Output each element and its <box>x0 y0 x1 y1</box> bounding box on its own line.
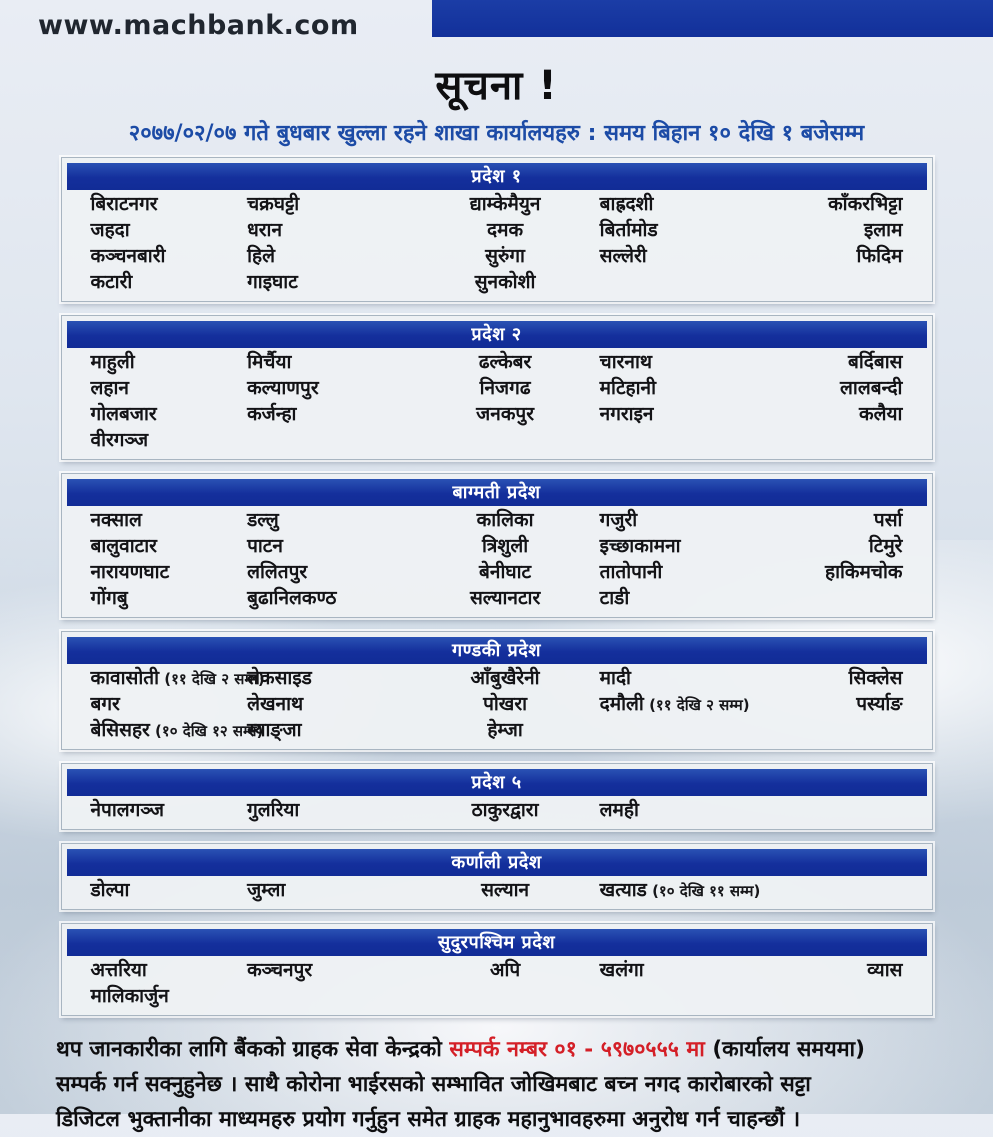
branch-time-note: (११ देखि २ सम्म) <box>643 696 750 714</box>
branch-name: माहुली <box>90 351 135 373</box>
province-panel <box>61 473 933 618</box>
branch-name: कञ्चनपुर <box>247 959 313 981</box>
branch-row <box>67 558 927 584</box>
branch-name: अपि <box>489 959 521 981</box>
branch-name: इलाम <box>863 219 903 241</box>
branch-row <box>67 348 927 374</box>
branch-name: ढल्केबर <box>478 351 532 373</box>
branch-name: निजगढ <box>479 377 531 399</box>
branch-name: तातोपानी <box>599 561 663 583</box>
branch-name: फिदिम <box>856 245 903 267</box>
branch-name: मिर्चैया <box>247 351 292 373</box>
branch-name: जुम्ला <box>247 879 286 901</box>
branch-name: सल्लेरी <box>599 245 647 267</box>
branch-row <box>67 400 927 426</box>
branch-name: बाह्रदशी <box>599 193 654 215</box>
branch-row <box>67 532 927 558</box>
branch-name: सुनकोशी <box>474 271 536 293</box>
branch-name: बिराटनगर <box>90 193 158 215</box>
branch-row <box>67 190 927 216</box>
province-header: गण्डकी प्रदेश <box>67 637 927 664</box>
branch-name: टाडी <box>599 587 630 609</box>
branch-time-note: (१० देखि १२ सम्म) <box>149 722 264 740</box>
branch-name: कञ्चनबारी <box>90 245 166 267</box>
branch-name: धरान <box>247 219 283 241</box>
province-panel <box>61 763 933 830</box>
branch-name: ठाकुरद्वारा <box>471 799 539 821</box>
branch-name: खत्याड (१० देखि ११ सम्म) <box>599 879 761 901</box>
province-header: बाग्मती प्रदेश <box>67 479 927 506</box>
branch-name: गुलरिया <box>247 799 300 821</box>
branch-name: कर्जन्हा <box>247 403 297 425</box>
branch-row <box>67 242 927 268</box>
footer-line1-pre: थप जानकारीका लागि बैंकको ग्राहक सेवा केन्द्रको <box>56 1037 450 1062</box>
branch-name: बगर <box>90 693 120 715</box>
branch-name: वीरगञ्ज <box>90 429 149 451</box>
branch-name: काँकरभिट्टा <box>828 193 903 215</box>
branch-row <box>67 982 927 1008</box>
top-banner-strip <box>432 0 993 37</box>
branch-row <box>67 374 927 400</box>
branch-name: हाकिमचोक <box>825 561 903 583</box>
province-panel <box>61 315 933 460</box>
province-header: कर्णाली प्रदेश <box>67 849 927 876</box>
branch-name: चारनाथ <box>599 351 653 373</box>
branch-name: कलैया <box>859 403 903 425</box>
footer-note <box>56 1032 958 1137</box>
branch-name: सल्यान <box>481 879 530 901</box>
footer-line-2: सम्पर्क गर्न सक्नुहुनेछ । साथै कोरोना भाईरसको सम्भावित जोखिमबाट बच्न नगद कारोबारको सट्टा <box>56 1072 811 1097</box>
province-panel <box>61 157 933 302</box>
province-panel <box>61 923 933 1016</box>
branch-name: बुढानिलकण्ठ <box>247 587 337 609</box>
branch-name: बिर्तामोड <box>599 219 658 241</box>
branch-name: हेम्जा <box>487 719 523 741</box>
branch-name: खलंगा <box>599 959 644 981</box>
province-header: प्रदेश ५ <box>67 769 927 796</box>
branch-name: कल्याणपुर <box>247 377 319 399</box>
branch-time-note: (१० देखि ११ सम्म) <box>646 882 761 900</box>
branch-name: पर्स्याङ <box>856 693 903 715</box>
branch-name: सल्यानटार <box>469 587 541 609</box>
branch-name: अत्तरिया <box>90 959 147 981</box>
footer-line-1 <box>56 1032 958 1067</box>
branch-name: लहान <box>90 377 129 399</box>
branch-name: जनकपुर <box>476 403 534 425</box>
contact-number: सम्पर्क नम्बर ०१ - ५९७०५५५ मा <box>449 1037 705 1062</box>
branch-row <box>67 584 927 610</box>
branch-name: बालुवाटार <box>90 535 157 557</box>
branch-name: दमक <box>487 219 524 241</box>
notice-subtitle: २०७७/०२/०७ गते बुधबार खुल्ला रहने शाखा कार्यालयहरु : समय बिहान १० देखि १ बजेसम्म <box>128 121 865 146</box>
top-bar <box>0 0 993 46</box>
branch-name: ललितपुर <box>247 561 308 583</box>
branch-name: बेनीघाट <box>479 561 532 583</box>
branch-name: नक्साल <box>90 509 142 531</box>
branch-name: जहदा <box>90 219 130 241</box>
footer-line1-post: (कार्यालय समयमा) <box>704 1037 865 1062</box>
branch-name: मादी <box>599 667 631 689</box>
branch-name: बर्दिबास <box>847 351 903 373</box>
branch-name: द्याम्केमैयुन <box>469 193 541 215</box>
branch-name: कटारी <box>90 271 133 293</box>
branch-row <box>67 716 927 742</box>
branch-name: सिक्लेस <box>848 667 903 689</box>
branch-row <box>67 690 927 716</box>
branch-row <box>67 426 927 452</box>
branch-name: कावासोती (११ देखि २ सम्म) <box>90 667 265 689</box>
branch-name: व्यास <box>867 959 903 981</box>
branch-name: गजुरी <box>599 509 638 531</box>
province-panel <box>61 843 933 910</box>
province-header: सुदुरपश्चिम प्रदेश <box>67 929 927 956</box>
branch-name: मालिकार्जुन <box>90 985 169 1007</box>
branch-name: इच्छाकामना <box>599 535 681 557</box>
branch-name: गोंगबु <box>90 587 128 609</box>
website-url: www.machbank.com <box>38 10 359 41</box>
branch-name: नगराइन <box>599 403 654 425</box>
notice-title: सूचना ! <box>435 63 558 109</box>
branch-name: दमौली (११ देखि २ सम्म) <box>599 693 750 715</box>
branch-name: स्याङ्जा <box>247 719 302 741</box>
branch-row <box>67 956 927 982</box>
branch-row <box>67 268 927 294</box>
branch-name: डल्लु <box>247 509 279 531</box>
branch-name: मटिहानी <box>599 377 657 399</box>
branch-name: आँबुखैरेनी <box>470 667 540 689</box>
branch-row <box>67 506 927 532</box>
footer-line-3: डिजिटल भुक्तानीका माध्यमहरु प्रयोग गर्नुहुन समेत ग्राहक महानुभावहरुमा अनुरोध गर्न चाहन्छौं । <box>56 1107 801 1132</box>
branch-time-note: (११ देखि २ सम्म) <box>159 670 265 688</box>
branch-row <box>67 796 927 822</box>
province-sections <box>0 157 993 1016</box>
branch-name: कालिका <box>476 509 534 531</box>
branch-name: डोल्पा <box>90 879 130 901</box>
branch-name: पोखरा <box>483 693 528 715</box>
branch-name: नारायणघाट <box>90 561 170 583</box>
province-header: प्रदेश १ <box>67 163 927 190</box>
branch-name: त्रिशुली <box>482 535 529 557</box>
branch-name: लेखनाथ <box>247 693 304 715</box>
branch-name: टिमुरे <box>868 535 903 557</box>
branch-name: गोलबजार <box>90 403 157 425</box>
branch-name: गाइघाट <box>247 271 298 293</box>
branch-row <box>67 216 927 242</box>
province-header: प्रदेश २ <box>67 321 927 348</box>
branch-name: बेसिसहर (१० देखि १२ सम्म) <box>90 719 264 741</box>
branch-name: पर्सा <box>873 509 903 531</box>
province-panel <box>61 631 933 750</box>
branch-name: चक्रघट्टी <box>247 193 300 215</box>
branch-row <box>67 876 927 902</box>
branch-name: हिले <box>247 245 275 267</box>
branch-name: नेपालगञ्ज <box>90 799 164 821</box>
branch-name: लालबन्दी <box>840 377 903 399</box>
branch-name: लेकसाइड <box>247 667 312 689</box>
branch-row <box>67 664 927 690</box>
branch-name: पाटन <box>247 535 283 557</box>
branch-name: लमही <box>599 799 639 821</box>
branch-name: सुरुंगा <box>485 245 525 267</box>
